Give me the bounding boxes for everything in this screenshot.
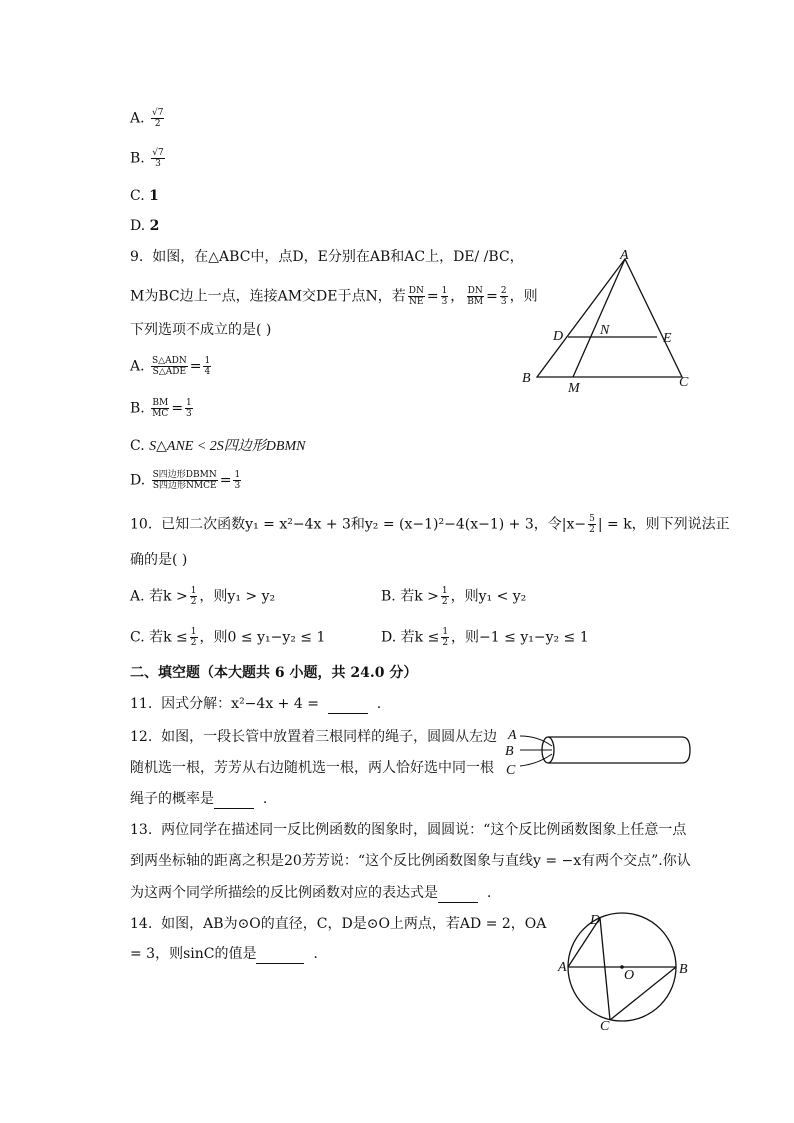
q12-line3	[130, 789, 267, 809]
fraction	[408, 286, 425, 307]
question-text: 因式分解：x²−4x + 4 =	[161, 696, 319, 712]
label-a: A	[508, 728, 517, 743]
denominator: 2	[190, 597, 197, 607]
option-text: 若k ≤	[149, 629, 188, 646]
denominator: S△ADE	[152, 367, 187, 377]
numerator: 1	[190, 586, 197, 596]
q9-line1	[130, 247, 524, 267]
fraction	[185, 398, 193, 419]
fraction	[190, 586, 198, 607]
option-label: A.	[130, 110, 145, 127]
label-o: O	[624, 968, 635, 983]
option-label: B.	[381, 588, 396, 605]
numerator: 1	[190, 627, 197, 637]
label-c: C	[679, 375, 689, 390]
option-label: C.	[130, 438, 145, 454]
q14-line2	[130, 944, 318, 964]
fraction	[152, 470, 218, 491]
option-label: D.	[381, 629, 397, 646]
q9-option-d: D. $\frac{\text{S四边形DBMN}}{\text{S四边形NMCE}}$ = $\frac{1}{3}$	[130, 470, 241, 491]
denominator: MC	[152, 409, 169, 419]
segment-cb	[610, 967, 676, 1020]
fraction	[151, 398, 169, 419]
question-text: 确的是( )	[130, 552, 188, 568]
q9-option-b: B. $\frac{BM}{MC}$ = $\frac{1}{3}$	[130, 398, 192, 419]
fraction	[441, 586, 449, 607]
q14-line1	[130, 914, 546, 934]
option-label: A.	[130, 358, 145, 375]
numerator: 1	[234, 470, 241, 480]
denominator: BM	[467, 297, 484, 307]
numerator: 1	[204, 356, 211, 366]
question-text: 随机选一根，芳芳从右边随机选一根，两人恰好选中同一根	[130, 760, 494, 776]
fraction	[151, 148, 164, 169]
denominator: 2	[589, 525, 595, 535]
denominator: 3	[234, 481, 241, 491]
numerator: √7	[152, 148, 164, 158]
denominator: 3	[500, 297, 507, 307]
numerator: DN	[467, 286, 483, 296]
question-text: 如图，一段长管中放置着三根同样的绳子，圆圆从左边	[161, 729, 498, 745]
q12-line2	[130, 758, 494, 778]
question-text: 到两坐标轴的距离之积是20芳芳说：“这个反比例函数图象与直线y = −x有两个交点”.你认	[130, 853, 691, 869]
question-text: 下列选项不成立的是( )	[130, 322, 272, 338]
option-value: 2	[149, 218, 160, 234]
numerator: 1	[186, 398, 192, 408]
question-text: 如图，在△ABC中，点D，E分别在AB和AC上，DE/ /BC，	[152, 249, 524, 265]
question-number: 11.	[130, 696, 153, 712]
option-text: 若k >	[149, 588, 188, 605]
denominator: S四边形NMCE	[152, 481, 217, 491]
question-text: 为这两个同学所描绘的反比例函数对应的表达式是	[130, 885, 438, 901]
q10-line1	[130, 514, 730, 535]
question-number: 9.	[130, 249, 144, 265]
label-e: E	[663, 331, 672, 346]
q8-option-c	[130, 186, 159, 206]
denominator: 2	[190, 638, 197, 648]
option-text: ，则−1 ≤ y₁−y₂ ≤ 1	[451, 629, 589, 646]
numerator: S四边形DBMN	[152, 470, 217, 480]
q13-line3	[130, 883, 491, 903]
q12-line1	[130, 727, 497, 747]
q9-line2	[130, 286, 538, 307]
question-text: 已知二次函数y₁ = x²−4x + 3和y₂ = (x−1)²−4(x−1) + 3，令|x−	[161, 516, 587, 533]
numerator: BM	[152, 398, 169, 408]
denominator: 2	[442, 638, 449, 648]
option-label: C.	[130, 629, 145, 646]
option-label: B.	[130, 400, 145, 417]
question-text: 绳子的概率是	[130, 791, 214, 807]
numerator: 5	[589, 514, 595, 524]
fraction	[500, 286, 508, 307]
equals: =	[426, 288, 439, 305]
label-b: B	[505, 744, 514, 759]
fraction	[203, 356, 211, 377]
numerator: DN	[408, 286, 424, 296]
q10-option-b	[381, 586, 526, 607]
denominator: 2	[154, 119, 161, 129]
question-number: 14.	[130, 916, 153, 932]
section-heading: 二、填空题（本大题共 6 小题，共 24.0 分）	[130, 665, 418, 681]
denominator: NE	[409, 297, 424, 307]
option-label: C.	[130, 188, 145, 204]
option-text: ，则y₁ > y₂	[199, 588, 276, 605]
denominator: 3	[441, 297, 448, 307]
circle-figure	[558, 908, 700, 1034]
option-value: 1	[149, 188, 159, 204]
label-c: C	[600, 1019, 610, 1034]
answer-blank[interactable]	[438, 888, 478, 903]
option-text: S△ANE < 2S四边形DBMN	[149, 439, 306, 454]
label-a: A	[558, 960, 567, 975]
numerator: S△ADN	[152, 356, 187, 366]
label-n: N	[600, 323, 610, 338]
question-number: 12.	[130, 729, 153, 745]
question-end: .	[486, 885, 492, 901]
question-end: .	[313, 946, 318, 962]
q9-line3	[130, 320, 271, 340]
denominator: 4	[204, 367, 211, 377]
label-b: B	[679, 962, 688, 977]
separator: ，	[450, 288, 465, 305]
question-text: M为BC边上一点，连接AM交DE于点N，若	[130, 288, 406, 305]
fraction	[441, 286, 449, 307]
question-text: ，则	[509, 288, 538, 305]
numerator: 2	[500, 286, 507, 296]
question-number: 13.	[130, 822, 153, 838]
numerator: √7	[152, 108, 164, 118]
option-text: 若k ≤	[400, 629, 440, 646]
equals: =	[486, 288, 498, 305]
option-label: D.	[130, 218, 146, 234]
q10-option-c	[130, 627, 325, 648]
label-a: A	[620, 248, 629, 263]
option-label: A.	[130, 588, 145, 605]
fraction	[441, 627, 449, 648]
option-text: 若k >	[400, 588, 439, 605]
fraction	[588, 514, 596, 535]
answer-blank[interactable]	[328, 699, 368, 714]
triangle-abc	[537, 259, 682, 377]
triangle-figure	[518, 244, 698, 396]
numerator: 1	[442, 627, 449, 637]
tube-body	[548, 737, 690, 763]
q8-option-b	[130, 148, 167, 169]
label-m: M	[568, 381, 580, 396]
question-number: 10.	[130, 516, 153, 533]
label-d: D	[553, 329, 564, 344]
q13-line2	[130, 851, 691, 871]
option-label: D.	[130, 472, 146, 489]
denominator: 2	[441, 597, 448, 607]
fraction	[466, 286, 484, 307]
q9-option-a: A. $\frac{\text{S△ADN}}{\text{S△ADE}}$ = $\frac{1}{4}$	[130, 356, 211, 377]
q8-option-d	[130, 216, 159, 236]
q10-option-d	[381, 627, 589, 648]
answer-blank[interactable]	[256, 949, 304, 964]
numerator: 1	[441, 286, 448, 296]
fraction	[233, 470, 241, 491]
denominator: 3	[186, 409, 192, 419]
q11	[130, 694, 381, 714]
q10-line2	[130, 550, 187, 570]
question-text: 如图，AB为⊙O的直径，C，D是⊙O上两点，若AD = 2，OA	[161, 916, 547, 932]
tube-figure	[500, 722, 695, 782]
question-text: 两位同学在描述同一反比例函数的图象时，圆圆说：“这个反比例函数图象上任意一点	[161, 822, 687, 838]
option-text: ，则y₁ < y₂	[450, 588, 527, 605]
fraction	[151, 356, 188, 377]
q9-option-c	[130, 436, 305, 457]
question-text: = 3，则sinC的值是	[130, 946, 257, 962]
option-label: B.	[130, 150, 145, 167]
fraction	[151, 108, 164, 129]
option-text: ，则0 ≤ y₁−y₂ ≤ 1	[199, 629, 326, 646]
question-text: | = k，则下列说法正	[597, 516, 730, 533]
label-d: D	[590, 913, 601, 928]
answer-blank[interactable]	[214, 794, 254, 809]
label-b: B	[522, 371, 531, 386]
q8-option-a	[130, 108, 166, 129]
fraction	[190, 627, 198, 648]
label-c: C	[506, 763, 516, 778]
q10-option-a	[130, 586, 275, 607]
segment-dc	[600, 918, 610, 1020]
numerator: 1	[441, 586, 448, 596]
denominator: 3	[155, 159, 161, 169]
question-end: .	[262, 791, 268, 807]
q13-line1	[130, 820, 686, 840]
rope-c	[520, 754, 552, 766]
question-end: .	[376, 696, 382, 712]
